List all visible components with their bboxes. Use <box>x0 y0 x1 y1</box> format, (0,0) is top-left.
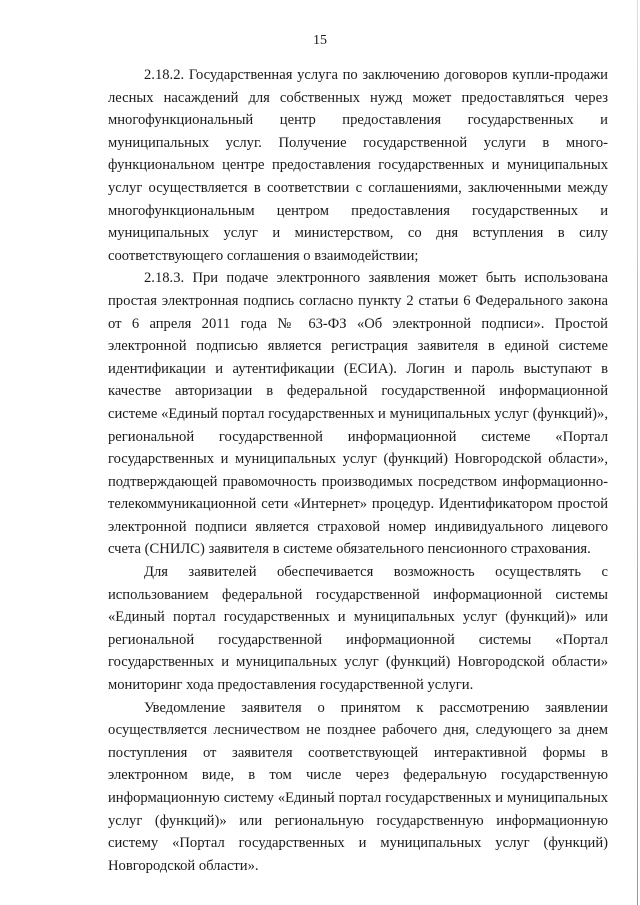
paragraph-2-18-3: 2.18.3. При подаче электронного заявления может быть использована простая электронная подпись согласно пункту 2 статьи 6 Федерального закона от 6 апреля 2011 года № 63-ФЗ «Об электронной подписи». Простой электронной подписью является регистрация заявителя в единой системе идентификации и аутентификации (ЕСИА). Логин и пароль выступают в качестве авторизации в федеральной государственной информационной системе «Единый портал государственных и муниципальных услуг (функций)», региональной государственной информационной системе «Портал государственных и муниципальных услуг (функций) Новгородской области», подтверждающей правомочность производимых посредством информационно-телекоммуникационной сети «Интернет» процедур. Идентификатором простой электронной подписи является страховой номер индивидуального лицевого счета (СНИЛС) заявителя в системе обязательного пенсионного страхования. <box>108 270 608 558</box>
document-body <box>108 64 608 877</box>
paragraph-monitoring: Для заявителей обеспечивается возможность осуществлять с использованием федеральной государственной информационной системы «Единый портал государственных и муниципальных услуг (функций)» или региональной государственной информационной системы «Портал государственных и муниципальных услуг (функций) Новгородской области» мониторинг хода предоставления государственной услуги. <box>108 564 608 694</box>
page-number: 15 <box>313 33 327 48</box>
scan-edge-shadow <box>637 0 638 905</box>
paragraph-notification: Уведомление заявителя о принятом к рассмотрению заявлении осуществляется лесничеством не позднее рабочего дня, следующего за днем поступления от заявителя соответствующей интерактивной формы в электронном виде, в том числе через федеральную государственную информационную систему «Единый портал государственных и муниципальных услуг (функций)» или региональную государственную информационную систему «Портал государственных и муниципальных услуг (функций) Новгородской области». <box>108 699 608 874</box>
paragraph-2-18-2: 2.18.2. Государственная услуга по заключению договоров купли-продажи лесных насаждений для собственных нужд может предоставляться через многофункциональный центр предоставления государственных и муниципальных услуг. Получение государственной услуги в много-функциональном центре предоставления государственных и муниципальных услуг осуществляется в соответствии с соглашениями, заключенными между многофункциональным центром предоставления государственных и муниципальных услуг и министерством, со дня вступления в силу соответствующего соглашения о взаимодействии; <box>108 67 608 264</box>
